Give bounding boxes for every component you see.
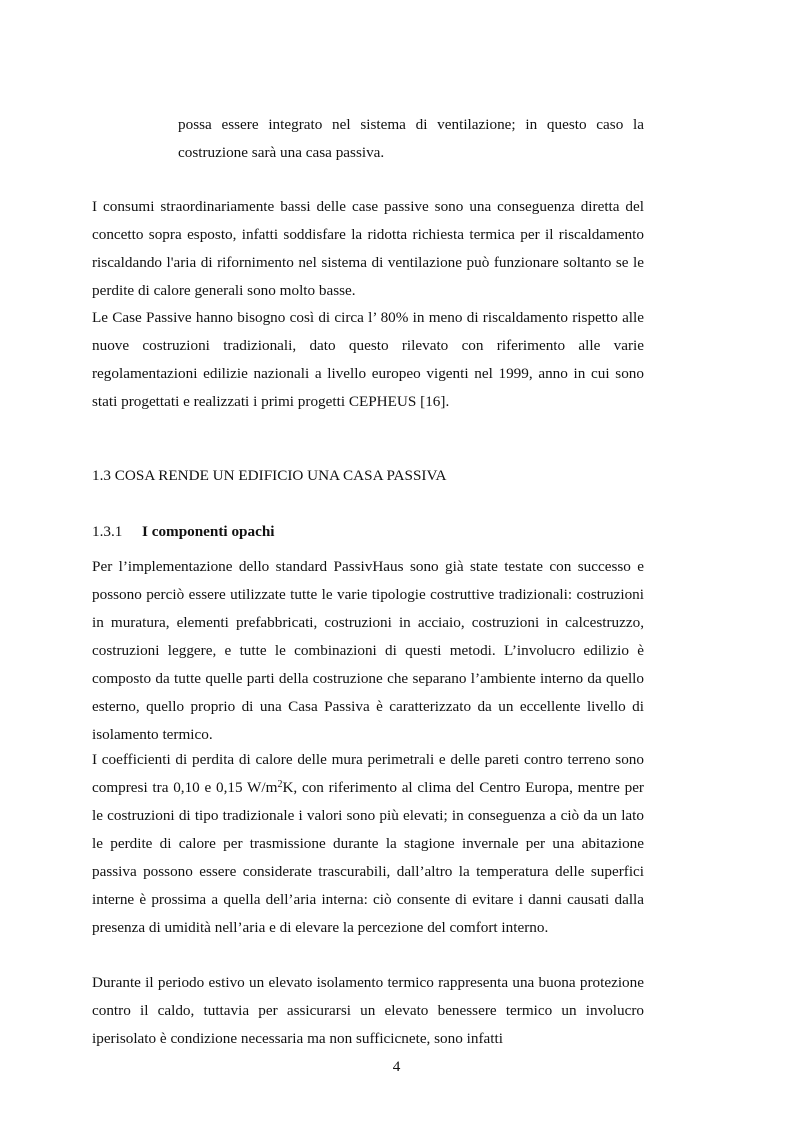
coeff-text-a: I coefficienti di perdita di calore delle mura perimetrali e delle pareti contro terreno sono compresi tra 0,10 e 0,15 W/m xyxy=(92,751,644,796)
paragraph-involucro: Per l’implementazione dello standard PassivHaus sono già state testate con successo e possono perciò essere utilizzate tutte le varie tipologie costruttive tradizionali: costruzioni in muratura, elementi prefabbricati, costruzioni in acciaio, costruzioni in calcestruzzo, costruzioni leggere, e tutte le combinazioni di questi metodi. L’involucro edilizio è composto da tutte quelle parti della costruzione che separano l’ambiente interno da quello esterno, quello proprio di una Casa Passiva è caratterizzato da un eccellente livello di isolamento termico. xyxy=(92,558,644,743)
paragraph-continued: possa essere integrato nel sistema di ventilazione; in questo caso la costruzione sarà una casa passiva. xyxy=(178,116,644,161)
paragraph-cepheus: Le Case Passive hanno bisogno così di circa l’ 80% in meno di riscaldamento rispetto alle nuove costruzioni tradizionali, dato questo rilevato con riferimento alle varie regolamentazioni edilizie nazionali a livello europeo vigenti nel 1999, anno in cui sono stati progettati e realizzati i primi progetti CEPHEUS [16]. xyxy=(92,309,644,410)
coeff-text-b: K, con riferimento al clima del Centro Europa, mentre per le costruzioni di tipo tradizionale i valori sono più elevati; in conseguenza a ciò da un lato le perdite di calore per trasmissione durante la stagione invernale per una abitazione passiva possono essere considerate trascurabili, dall’altro la temperatura delle superfici interne è prossima a quella dell’aria interna: ciò consente di evitare i danni causati dalla presenza di umidità nell’aria e di elevare la percezione del comfort interno. xyxy=(92,779,644,936)
subsection-title: I componenti opachi xyxy=(142,523,275,540)
paragraph-coefficienti xyxy=(92,746,644,942)
paragraph-consumi: I consumi straordinariamente bassi delle case passive sono una conseguenza diretta del concetto sopra esposto, infatti soddisfare la ridotta richiesta termica per il riscaldamento riscaldando l'aria di rifornimento nel sistema di ventilazione può funzionare soltanto se le perdite di calore generali sono molto basse. xyxy=(92,198,644,299)
page-number: 4 xyxy=(392,1058,401,1075)
subsection-heading xyxy=(92,518,274,546)
paragraph-estivo: Durante il periodo estivo un elevato isolamento termico rappresenta una buona protezione contro il caldo, tuttavia per assicurarsi un elevato benessere termico un involucro iperisolato è condizione necessaria ma non sufficicnete, sono infatti xyxy=(92,974,644,1047)
subsection-number: 1.3.1 xyxy=(92,523,123,540)
section-heading: 1.3 COSA RENDE UN EDIFICIO UNA CASA PASSIVA xyxy=(92,467,447,484)
coeff-superscript: 2 xyxy=(277,779,283,790)
